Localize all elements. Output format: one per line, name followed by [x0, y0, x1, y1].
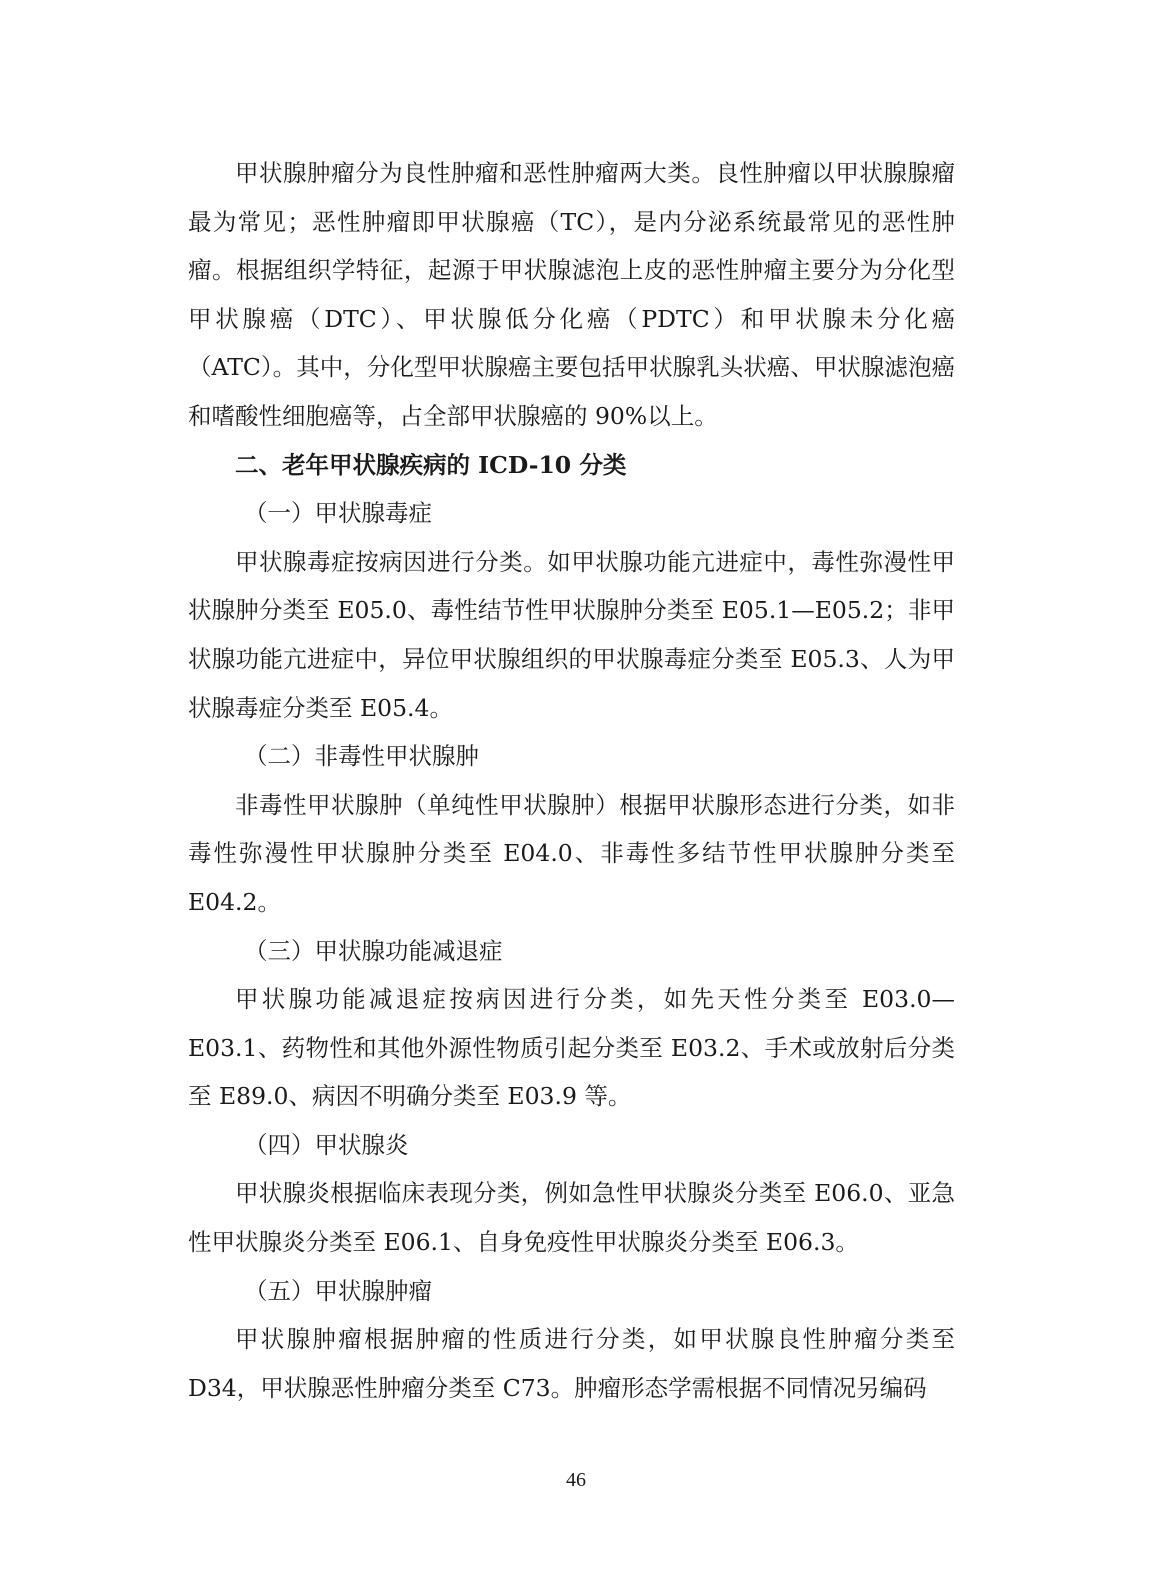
subheading-nontoxic-goiter: （二）非毒性甲状腺肿 [244, 742, 479, 771]
paragraph-thyroiditis: 甲状腺炎根据临床表现分类，例如急性甲状腺炎分类至 E06.0、亚急性甲状腺炎分类至 E06.1、自身免疫性甲状腺炎分类至 E06.3。 [188, 1179, 955, 1257]
paragraph-nontoxic-goiter: 非毒性甲状腺肿（单纯性甲状腺肿）根据甲状腺形态进行分类，如非毒性弥漫性甲状腺肿分类至 E04.0、非毒性多结节性甲状腺肿分类至 E04.2。 [188, 790, 955, 916]
page-number: 46 [566, 1469, 586, 1491]
document-body [188, 149, 955, 1412]
paragraph-thyroid-tumor: 甲状腺肿瘤根据肿瘤的性质进行分类，如甲状腺良性肿瘤分类至 D34，甲状腺恶性肿瘤分类至 C73。肿瘤形态学需根据不同情况另编码 [188, 1325, 955, 1402]
subheading-thyroid-tumor: （五）甲状腺肿瘤 [244, 1276, 432, 1305]
subheading-thyroiditis: （四）甲状腺炎 [244, 1130, 409, 1159]
section-heading-icd10: 二、老年甲状腺疾病的 ICD-10 分类 [235, 450, 627, 479]
paragraph-hypothyroidism: 甲状腺功能减退症按病因进行分类，如先天性分类至 E03.0—E03.1、药物性和其他外源性物质引起分类至 E03.2、手术或放射后分类至 E89.0、病因不明确分类至 E03.9 等。 [188, 985, 955, 1111]
paragraph-thyrotoxicosis: 甲状腺毒症按病因进行分类。如甲状腺功能亢进症中，毒性弥漫性甲状腺肿分类至 E05.0、毒性结节性甲状腺肿分类至 E05.1—E05.2；非甲状腺功能亢进症中，异位甲状腺组织的甲状腺毒症分类至 E05.3、人为甲状腺毒症分类至 E05.4。 [188, 547, 955, 722]
subheading-hypothyroidism: （三）甲状腺功能减退症 [244, 936, 503, 965]
subheading-thyrotoxicosis: （一）甲状腺毒症 [244, 499, 432, 528]
paragraph-thyroid-tumor-overview: 甲状腺肿瘤分为良性肿瘤和恶性肿瘤两大类。良性肿瘤以甲状腺腺瘤最为常见；恶性肿瘤即甲状腺癌（TC），是内分泌系统最常见的恶性肿瘤。根据组织学特征，起源于甲状腺滤泡上皮的恶性肿瘤主要分为分化型甲状腺癌（DTC）、甲状腺低分化癌（PDTC）和甲状腺未分化癌（ATC）。其中，分化型甲状腺癌主要包括甲状腺乳头状癌、甲状腺滤泡癌和嗜酸性细胞癌等，占全部甲状腺癌的 90%以上。 [188, 159, 955, 430]
